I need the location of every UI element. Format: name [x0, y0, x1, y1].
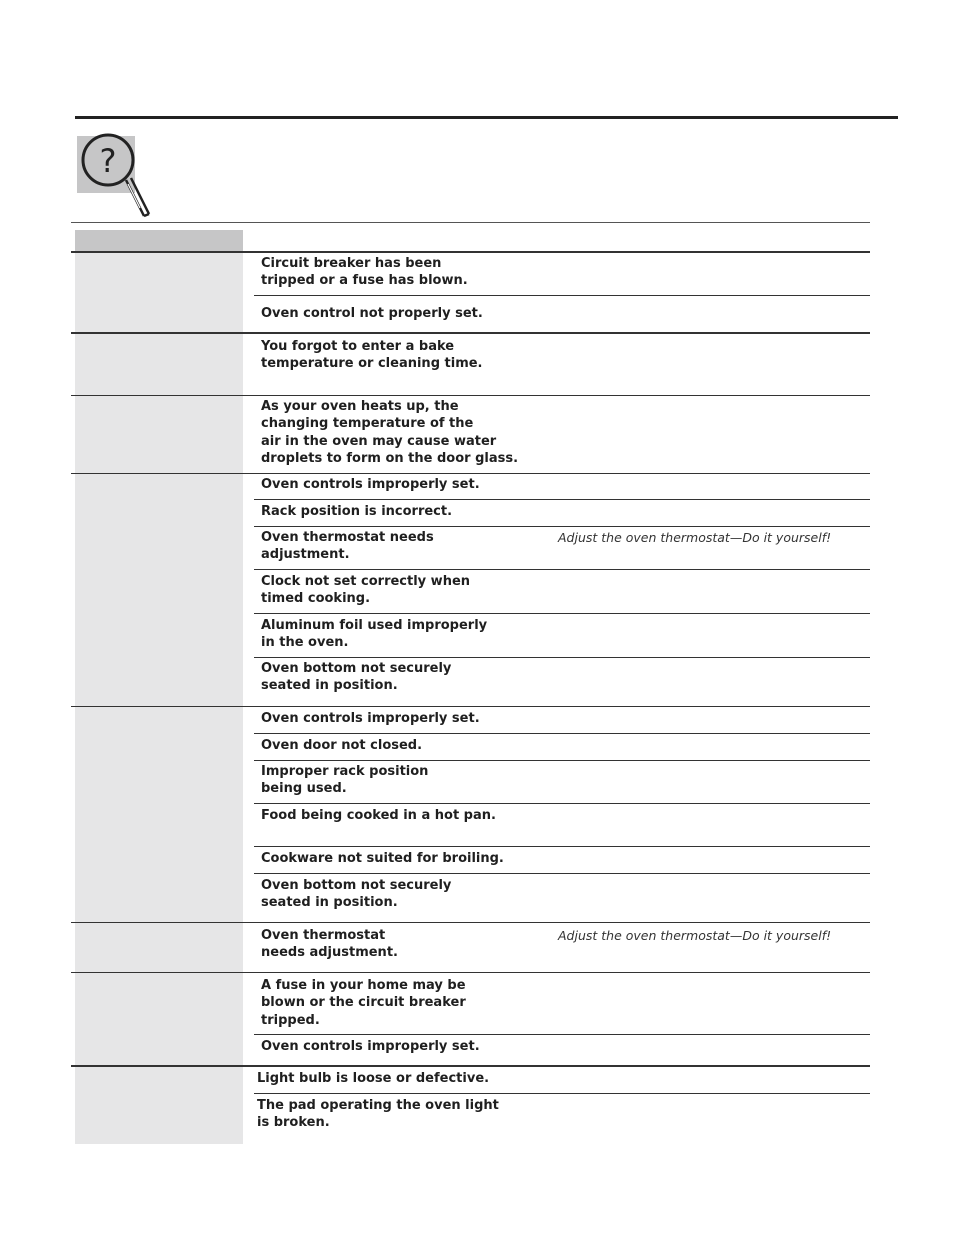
- cause-text: Oven thermostat needs adjustment.: [261, 928, 398, 961]
- cause-text: Rack position is incorrect.: [261, 504, 453, 519]
- cause-text: Oven control not properly set.: [261, 306, 483, 321]
- cause-text: Oven door not closed.: [261, 738, 423, 753]
- row-divider: [254, 733, 870, 734]
- row-divider: [254, 803, 870, 804]
- cause-text: Circuit breaker has been tripped or a fuse has blown.: [261, 256, 468, 289]
- top-rule: [75, 116, 898, 119]
- row-divider: [254, 295, 870, 296]
- thermostat-note: Adjust the oven thermostat—Do it yourself!: [558, 928, 832, 943]
- row-divider: [254, 1093, 870, 1094]
- table-rule: [71, 251, 870, 253]
- row-divider: [254, 569, 870, 570]
- row-divider: [254, 657, 870, 658]
- row-divider: [254, 873, 870, 874]
- row-divider: [254, 526, 870, 527]
- section-rule: [71, 395, 870, 396]
- section-rule: [71, 706, 870, 707]
- cause-text: Oven controls improperly set.: [261, 711, 480, 726]
- cause-text: Oven bottom not securely seated in position.: [261, 878, 452, 911]
- cause-text: Oven thermostat needs adjustment.: [261, 530, 434, 563]
- cause-text: The pad operating the oven light is broken.: [257, 1098, 499, 1131]
- row-divider: [254, 1034, 870, 1035]
- thermostat-note: Adjust the oven thermostat—Do it yourself!: [558, 530, 832, 545]
- section-rule: [71, 332, 870, 334]
- cause-text: A fuse in your home may be blown or the circuit breaker tripped.: [261, 978, 466, 1028]
- cause-text: Aluminum foil used improperly in the oven.: [261, 618, 488, 651]
- cause-text: Oven controls improperly set.: [261, 477, 480, 492]
- section-rule: [71, 473, 870, 474]
- cause-text: Oven bottom not securely seated in position.: [261, 661, 452, 694]
- cause-text: Cookware not suited for broiling.: [261, 851, 504, 866]
- row-divider: [254, 499, 870, 500]
- cause-text: Clock not set correctly when timed cooking.: [261, 574, 471, 607]
- question-magnifier-icon: [70, 128, 160, 228]
- section-rule: [71, 1065, 870, 1067]
- cause-text: Light bulb is loose or defective.: [257, 1071, 490, 1086]
- cause-text: You forgot to enter a bake temperature or cleaning time.: [261, 339, 483, 372]
- cause-text: Oven controls improperly set.: [261, 1039, 480, 1054]
- svg-text:?: ?: [99, 142, 117, 180]
- section-rule: [71, 972, 870, 973]
- row-divider: [254, 760, 870, 761]
- header-rule: [71, 222, 870, 223]
- problem-column: [75, 252, 243, 1144]
- cause-text: As your oven heats up, the changing temperature of the air in the oven may cause water droplets to form on the door glass.: [261, 399, 519, 466]
- section-rule: [71, 922, 870, 923]
- cause-text: Improper rack position being used.: [261, 764, 429, 797]
- cause-text: Food being cooked in a hot pan.: [261, 808, 496, 823]
- row-divider: [254, 613, 870, 614]
- row-divider: [254, 846, 870, 847]
